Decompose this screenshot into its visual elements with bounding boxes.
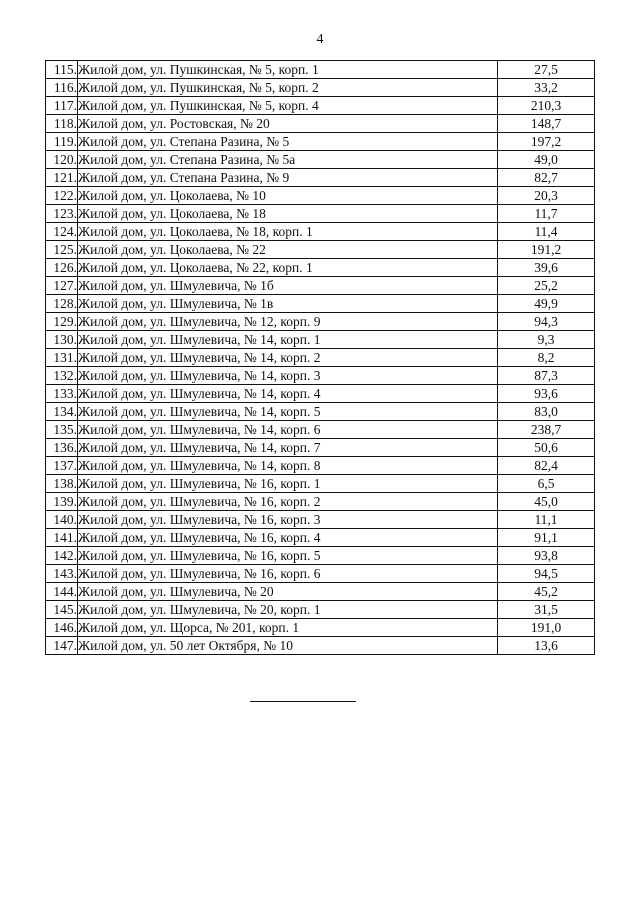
row-number: 117. [46,97,78,115]
table-row [46,493,595,511]
table-row [46,205,595,223]
object-name: Жилой дом, ул. Пушкинская, № 5, корп. 2 [78,79,498,97]
object-name: Жилой дом, ул. Шмулевича, № 16, корп. 5 [78,547,498,565]
object-name: Жилой дом, ул. Шмулевича, № 20 [78,583,498,601]
object-value: 94,5 [498,565,595,583]
table-row [46,403,595,421]
row-number: 126. [46,259,78,277]
object-value: 13,6 [498,637,595,655]
object-name: Жилой дом, ул. Цоколаева, № 22, корп. 1 [78,259,498,277]
row-number: 123. [46,205,78,223]
row-number: 130. [46,331,78,349]
table-row [46,385,595,403]
object-value: 20,3 [498,187,595,205]
object-name: Жилой дом, ул. Шмулевича, № 16, корп. 2 [78,493,498,511]
object-value: 49,0 [498,151,595,169]
object-name: Жилой дом, ул. Шмулевича, № 14, корп. 2 [78,349,498,367]
object-value: 93,8 [498,547,595,565]
table-row [46,61,595,79]
object-name: Жилой дом, ул. Шмулевича, № 14, корп. 6 [78,421,498,439]
object-value: 238,7 [498,421,595,439]
object-value: 9,3 [498,331,595,349]
table-row [46,97,595,115]
table-row [46,457,595,475]
row-number: 134. [46,403,78,421]
object-name: Жилой дом, ул. Пушкинская, № 5, корп. 1 [78,61,498,79]
object-value: 31,5 [498,601,595,619]
object-value: 11,1 [498,511,595,529]
row-number: 129. [46,313,78,331]
table-row [46,277,595,295]
table-row [46,349,595,367]
row-number: 125. [46,241,78,259]
row-number: 120. [46,151,78,169]
object-name: Жилой дом, ул. Цоколаева, № 10 [78,187,498,205]
object-value: 83,0 [498,403,595,421]
table-row [46,133,595,151]
row-number: 143. [46,565,78,583]
object-name: Жилой дом, ул. Шмулевича, № 14, корп. 8 [78,457,498,475]
object-name: Жилой дом, ул. Пушкинская, № 5, корп. 4 [78,97,498,115]
object-name: Жилой дом, ул. Шмулевича, № 16, корп. 3 [78,511,498,529]
object-name: Жилой дом, ул. Шмулевича, № 14, корп. 5 [78,403,498,421]
object-value: 93,6 [498,385,595,403]
row-number: 139. [46,493,78,511]
table-row [46,565,595,583]
object-value: 197,2 [498,133,595,151]
row-number: 145. [46,601,78,619]
object-name: Жилой дом, ул. Шмулевича, № 1в [78,295,498,313]
object-value: 210,3 [498,97,595,115]
row-number: 124. [46,223,78,241]
object-name: Жилой дом, ул. Шмулевича, № 14, корп. 1 [78,331,498,349]
row-number: 119. [46,133,78,151]
row-number: 133. [46,385,78,403]
table-row [46,619,595,637]
object-name: Жилой дом, ул. Щорса, № 201, корп. 1 [78,619,498,637]
object-name: Жилой дом, ул. Степана Разина, № 5а [78,151,498,169]
page-number: 4 [316,32,324,47]
table-row [46,313,595,331]
object-value: 82,4 [498,457,595,475]
object-value: 11,4 [498,223,595,241]
object-value: 148,7 [498,115,595,133]
object-value: 50,6 [498,439,595,457]
table-row [46,601,595,619]
object-value: 6,5 [498,475,595,493]
object-value: 11,7 [498,205,595,223]
object-value: 49,9 [498,295,595,313]
object-value: 82,7 [498,169,595,187]
table-row [46,511,595,529]
object-value: 27,5 [498,61,595,79]
table-row [46,115,595,133]
table-row [46,331,595,349]
address-table [45,60,595,655]
table-row [46,421,595,439]
object-value: 45,2 [498,583,595,601]
row-number: 115. [46,61,78,79]
row-number: 144. [46,583,78,601]
object-value: 91,1 [498,529,595,547]
table-row [46,241,595,259]
object-name: Жилой дом, ул. Шмулевича, № 14, корп. 3 [78,367,498,385]
object-name: Жилой дом, ул. Цоколаева, № 18, корп. 1 [78,223,498,241]
table-row [46,79,595,97]
object-name: Жилой дом, ул. Цоколаева, № 22 [78,241,498,259]
address-table-body [46,61,595,655]
object-name: Жилой дом, ул. Шмулевича, № 14, корп. 7 [78,439,498,457]
row-number: 135. [46,421,78,439]
object-name: Жилой дом, ул. Степана Разина, № 5 [78,133,498,151]
table-row [46,367,595,385]
row-number: 116. [46,79,78,97]
table-row [46,295,595,313]
table-row [46,547,595,565]
row-number: 136. [46,439,78,457]
row-number: 118. [46,115,78,133]
row-number: 146. [46,619,78,637]
row-number: 127. [46,277,78,295]
object-value: 39,6 [498,259,595,277]
table-row [46,259,595,277]
table-row [46,583,595,601]
row-number: 128. [46,295,78,313]
table-row [46,151,595,169]
table-row [46,475,595,493]
row-number: 142. [46,547,78,565]
object-value: 45,0 [498,493,595,511]
object-value: 191,2 [498,241,595,259]
table-row [46,223,595,241]
table-row [46,439,595,457]
object-name: Жилой дом, ул. Шмулевича, № 12, корп. 9 [78,313,498,331]
object-name: Жилой дом, ул. Шмулевича, № 20, корп. 1 [78,601,498,619]
object-name: Жилой дом, ул. Шмулевича, № 16, корп. 6 [78,565,498,583]
object-name: Жилой дом, ул. 50 лет Октября, № 10 [78,637,498,655]
object-name: Жилой дом, ул. Шмулевича, № 14, корп. 4 [78,385,498,403]
object-value: 33,2 [498,79,595,97]
object-value: 87,3 [498,367,595,385]
object-name: Жилой дом, ул. Степана Разина, № 9 [78,169,498,187]
row-number: 131. [46,349,78,367]
end-rule [250,701,356,702]
table-row [46,637,595,655]
table-row [46,169,595,187]
row-number: 140. [46,511,78,529]
row-number: 132. [46,367,78,385]
table-row [46,529,595,547]
row-number: 138. [46,475,78,493]
row-number: 137. [46,457,78,475]
object-name: Жилой дом, ул. Ростовская, № 20 [78,115,498,133]
row-number: 122. [46,187,78,205]
object-name: Жилой дом, ул. Шмулевича, № 1б [78,277,498,295]
object-value: 191,0 [498,619,595,637]
row-number: 121. [46,169,78,187]
object-name: Жилой дом, ул. Шмулевича, № 16, корп. 1 [78,475,498,493]
row-number: 147. [46,637,78,655]
row-number: 141. [46,529,78,547]
object-name: Жилой дом, ул. Цоколаева, № 18 [78,205,498,223]
object-name: Жилой дом, ул. Шмулевича, № 16, корп. 4 [78,529,498,547]
table-row [46,187,595,205]
object-value: 94,3 [498,313,595,331]
object-value: 8,2 [498,349,595,367]
object-value: 25,2 [498,277,595,295]
